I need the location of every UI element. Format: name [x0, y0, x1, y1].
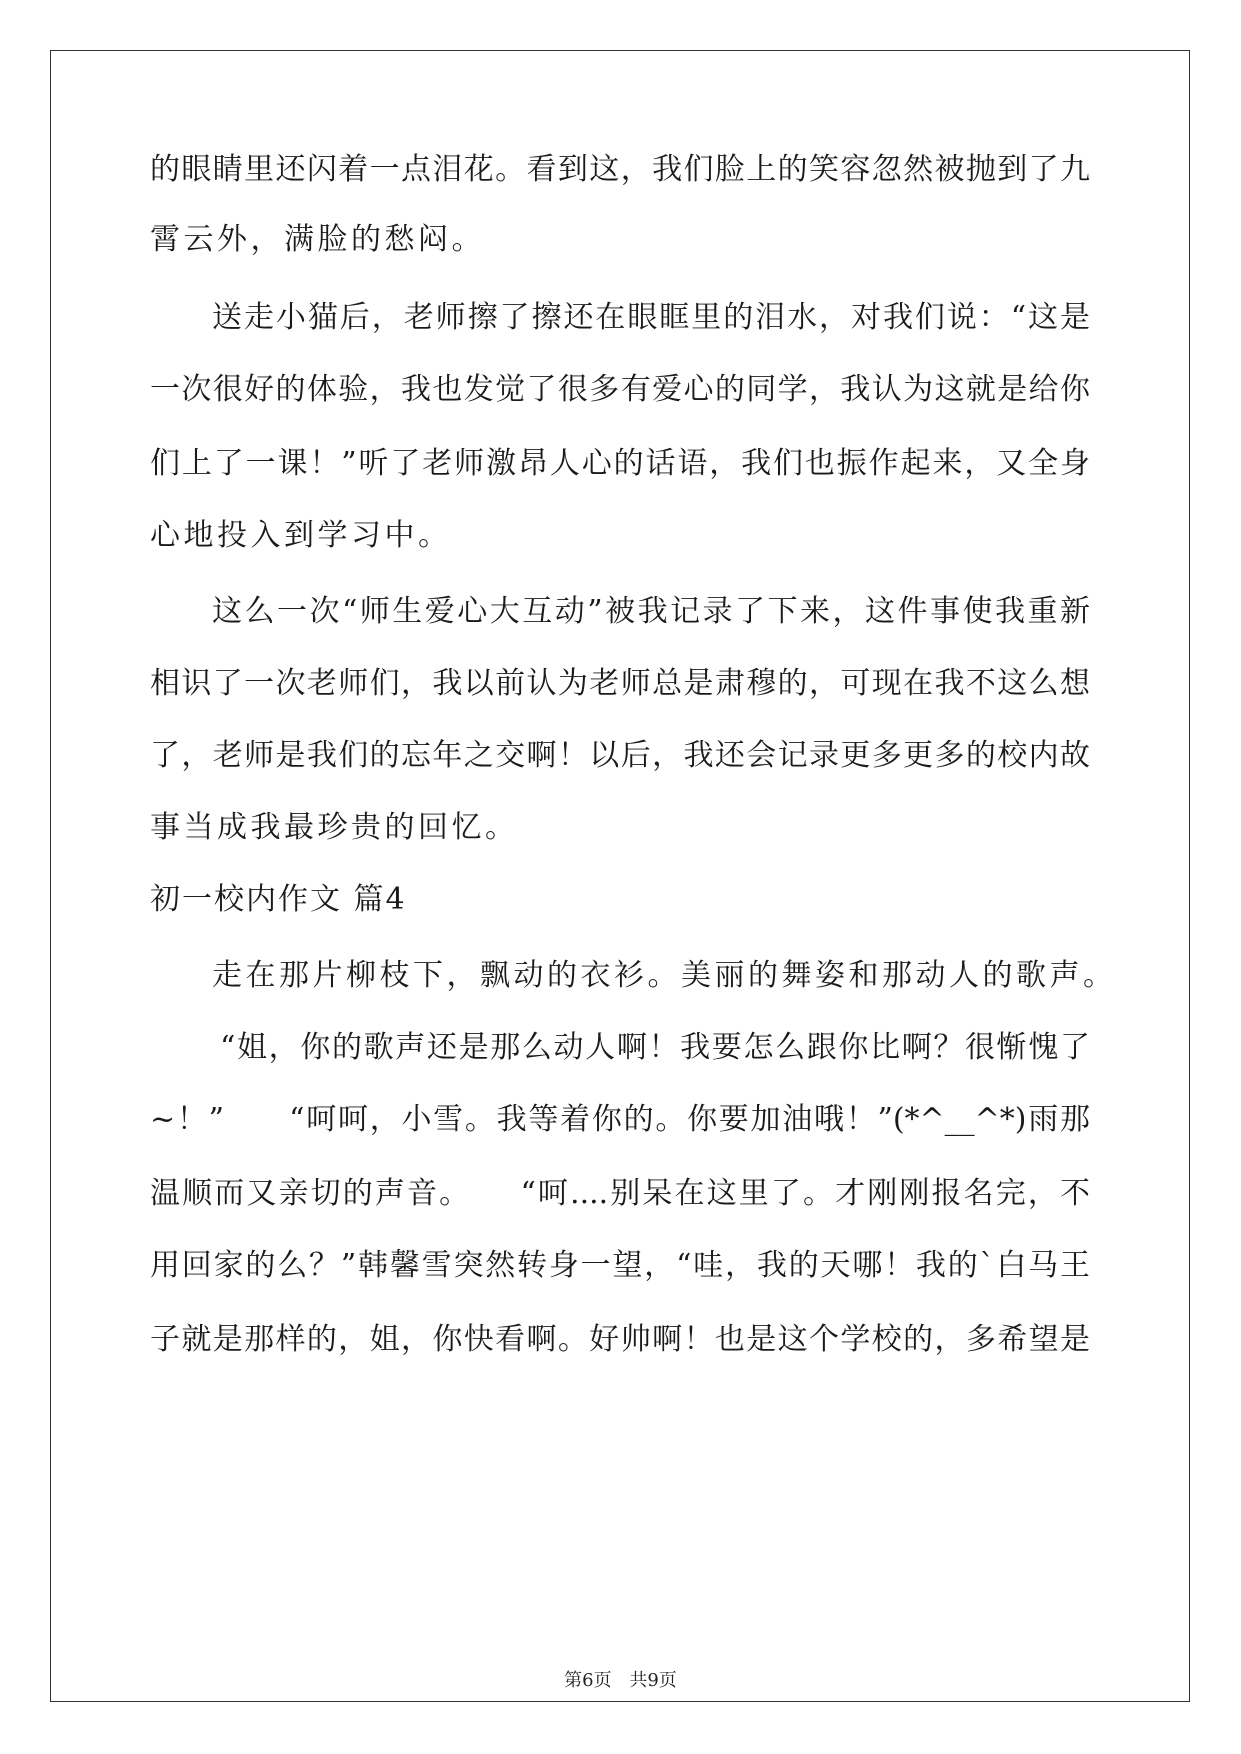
text-line: 一次很好的体验，我也发觉了很多有爱心的同学，我认为这就是给你: [150, 372, 1090, 407]
page-footer: [0, 1669, 1241, 1693]
text-line: 送走小猫后，老师擦了擦还在眼眶里的泪水，对我们说：“这是: [212, 300, 1090, 335]
text-line: 用回家的么？”韩馨雪突然转身一望，“哇，我的天哪！我的`白马王: [150, 1248, 1090, 1283]
text-line: 事当成我最珍贵的回忆。: [150, 810, 519, 845]
text-line: 心地投入到学习中。: [150, 518, 452, 553]
page-total: 共9页: [629, 1670, 677, 1691]
text-line: 温顺而又亲切的声音。 “呵....别呆在这里了。才刚刚报名完，不: [150, 1176, 1090, 1211]
text-line: 霄云外，满脸的愁闷。: [150, 222, 485, 257]
text-line: ~！” “呵呵，小雪。我等着你的。你要加油哦！”(*^__^*)雨那: [150, 1102, 1090, 1137]
text-line: 相识了一次老师们，我以前认为老师总是肃穆的，可现在我不这么想: [150, 666, 1090, 701]
text-line: 们上了一课！”听了老师激昂人心的话语，我们也振作起来，又全身: [150, 446, 1090, 481]
text-line: 走在那片柳枝下，飘动的衣衫。美丽的舞姿和那动人的歌声。: [212, 958, 1117, 993]
text-line: 了，老师是我们的忘年之交啊！以后，我还会记录更多更多的校内故: [150, 738, 1090, 773]
text-line: 的眼睛里还闪着一点泪花。看到这，我们脸上的笑容忽然被抛到了九: [150, 152, 1090, 187]
text-line: “姐，你的歌声还是那么动人啊！我要怎么跟你比啊？很惭愧了: [220, 1030, 1090, 1065]
text-line: 这么一次“师生爱心大互动”被我记录了下来，这件事使我重新: [212, 594, 1090, 629]
text-line: 子就是那样的，姐，你快看啊。好帅啊！也是这个学校的，多希望是: [150, 1322, 1090, 1357]
section-heading: 初一校内作文 篇4: [150, 882, 407, 917]
page-number: 第6页: [564, 1670, 612, 1691]
